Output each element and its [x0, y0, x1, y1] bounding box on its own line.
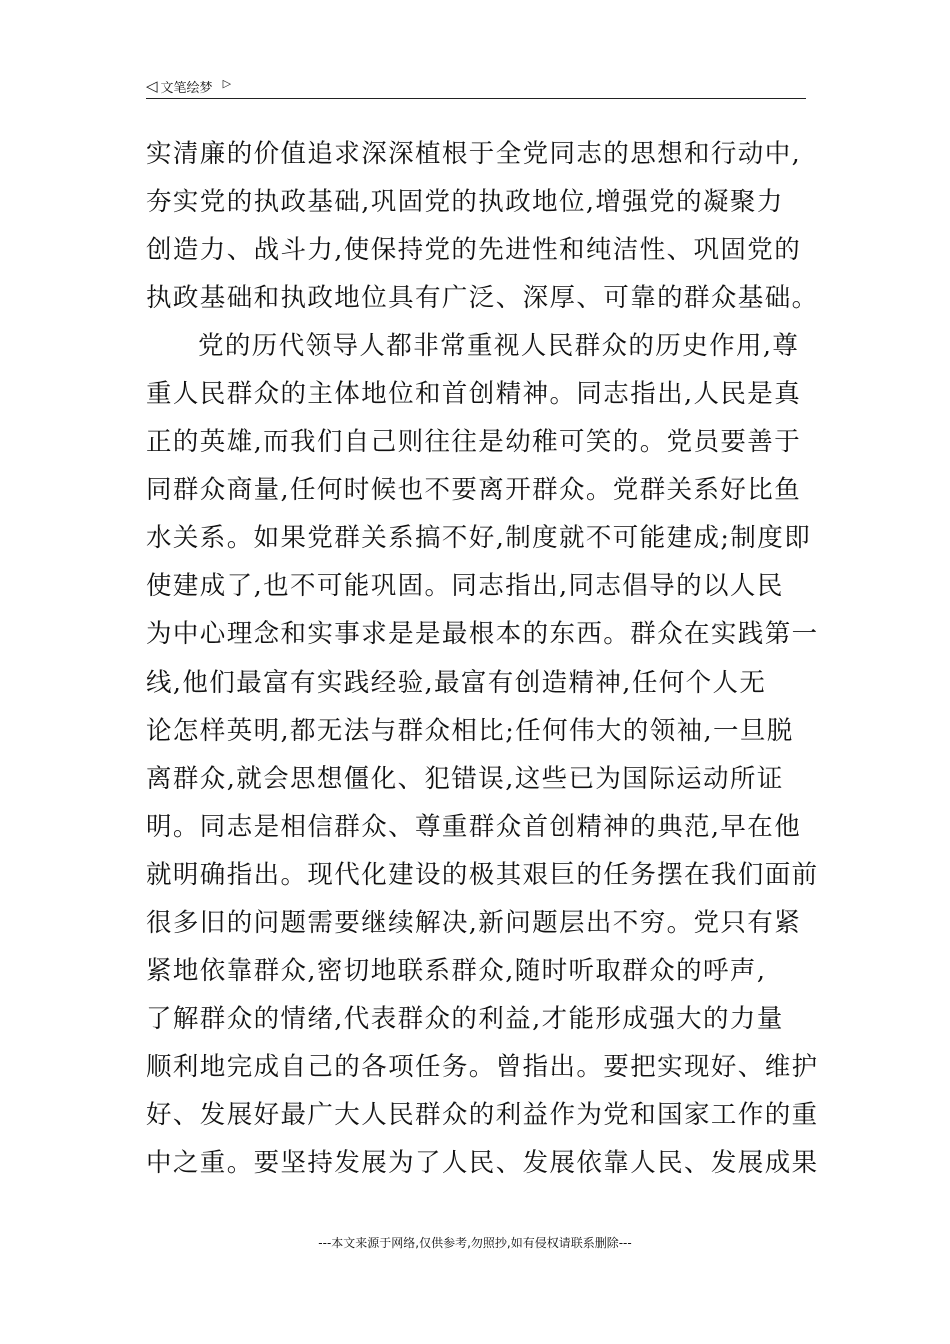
text-line: 水关系。如果党群关系搞不好,制度就不可能建成;制度即	[146, 523, 812, 554]
text-line: 夯实党的执政基础,巩固党的执政地位,增强党的凝聚力	[146, 187, 784, 218]
text-line: 中之重。要坚持发展为了人民、发展依靠人民、发展成果	[146, 1147, 819, 1178]
triangle-left-icon: ◁	[146, 77, 158, 95]
text-line: 论怎样英明,都无法与群众相比;任何伟大的领袖,一旦脱	[146, 715, 794, 746]
header-rule	[146, 98, 806, 99]
text-line: 好、发展好最广大人民群众的利益作为党和国家工作的重	[146, 1099, 819, 1130]
text-line: 创造力、战斗力,使保持党的先进性和纯洁性、巩固党的	[146, 235, 802, 266]
text-line: 很多旧的问题需要继续解决,新问题层出不穷。党只有紧	[146, 907, 802, 938]
text-line: 紧地依靠群众,密切地联系群众,随时听取群众的呼声,	[146, 955, 767, 986]
text-line: 重人民群众的主体地位和首创精神。同志指出,人民是真	[146, 379, 802, 410]
page-header	[146, 74, 806, 98]
text-line: 了解群众的情绪,代表群众的利益,才能形成强大的力量	[146, 1003, 784, 1034]
text-line: 同群众商量,任何时候也不要离开群众。党群关系好比鱼	[146, 475, 802, 506]
triangle-right-icon: ▷	[222, 76, 232, 90]
text-line: 离群众,就会思想僵化、犯错误,这些已为国际运动所证	[146, 763, 784, 794]
text-line: 正的英雄,而我们自己则往往是幼稚可笑的。党员要善于	[146, 427, 802, 458]
text-line: 顺利地完成自己的各项任务。曾指出。要把实现好、维护	[146, 1051, 819, 1082]
text-line: 为中心理念和实事求是是最根本的东西。群众在实践第一	[146, 619, 819, 650]
text-line: 执政基础和执政地位具有广泛、深厚、可靠的群众基础。	[146, 283, 819, 314]
header-title: 文笔绘梦	[160, 80, 213, 96]
paragraph-first-line: 党的历代领导人都非常重视人民群众的历史作用,尊	[198, 331, 800, 362]
document-body	[146, 130, 819, 1187]
page-footer: ---本文来源于网络,仅供参考,勿照抄,如有侵权请联系删除---	[318, 1236, 632, 1250]
text-line: 就明确指出。现代化建设的极其艰巨的任务摆在我们面前	[146, 859, 819, 890]
text-line: 线,他们最富有实践经验,最富有创造精神,任何个人无	[146, 667, 767, 698]
text-line: 使建成了,也不可能巩固。同志指出,同志倡导的以人民	[146, 571, 784, 602]
text-line: 实清廉的价值追求深深植根于全党同志的思想和行动中,	[146, 139, 802, 169]
text-line: 明。同志是相信群众、尊重群众首创精神的典范,早在他	[146, 811, 802, 842]
